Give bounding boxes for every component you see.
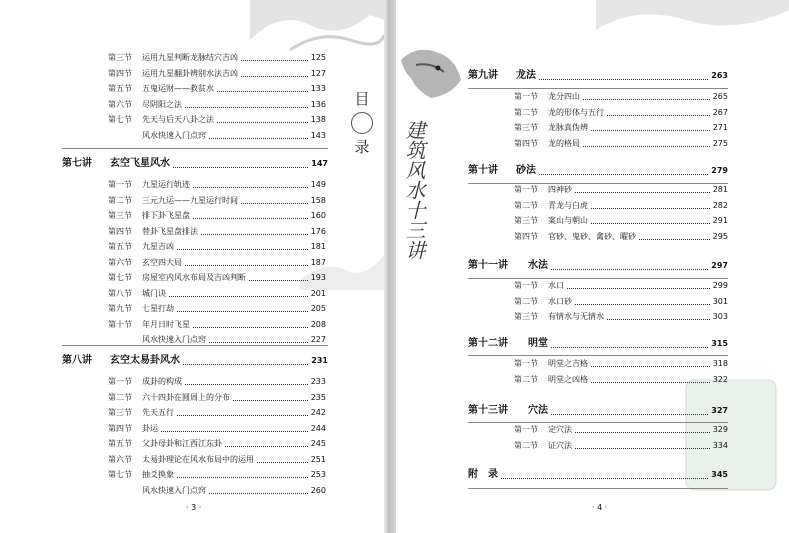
dot-leader — [607, 318, 710, 320]
dot-leader — [257, 461, 308, 463]
page-number: 242 — [310, 408, 326, 417]
page-number-footer: · 4 · — [592, 503, 608, 512]
section-title: 运用九星判断龙脉结穴吉凶 — [142, 53, 238, 62]
page-number: 143 — [310, 130, 326, 140]
toc-entry — [108, 69, 326, 79]
dot-leader — [177, 476, 308, 478]
section-title: 先天与后天八卦之法 — [142, 115, 214, 124]
dot-leader — [501, 477, 708, 479]
dot-leader — [209, 492, 308, 494]
toc-entry — [514, 425, 728, 435]
toc-entry — [108, 335, 326, 345]
toc-entry — [108, 100, 326, 110]
chapter-heading — [468, 260, 728, 272]
section-title: 排下卦飞星盘 — [142, 211, 190, 220]
section-title: 运用九星翻卦辨别水法吉凶 — [142, 68, 238, 78]
dot-leader — [539, 78, 708, 80]
section-title: 年月日时飞星 — [142, 319, 190, 329]
page-number: 201 — [310, 288, 326, 298]
dot-leader — [575, 303, 710, 305]
section-number: 第四节 — [514, 231, 538, 241]
chapter-number: 第十三讲 — [468, 405, 508, 416]
toc-entry — [108, 439, 326, 449]
ink-landscape-decoration — [596, 0, 789, 50]
section-title: 官砂、鬼砂、禽砂、曜砂 — [548, 231, 636, 241]
section-number: 第一节 — [108, 377, 132, 386]
section-number: 第四节 — [108, 226, 132, 236]
section-title: 先天五行 — [142, 408, 174, 417]
dot-leader — [575, 447, 710, 449]
page-number: 265 — [712, 92, 728, 101]
page-number: 275 — [712, 138, 728, 148]
page-number: 297 — [711, 261, 728, 270]
page-number: 315 — [711, 339, 728, 348]
dot-leader — [583, 98, 710, 100]
section-number: 第六节 — [108, 99, 132, 109]
dot-leader — [539, 173, 708, 175]
dot-leader — [233, 399, 308, 401]
toc-entry — [514, 216, 728, 226]
section-number: 第七节 — [108, 273, 132, 282]
dot-leader — [591, 365, 710, 367]
toc-entry — [514, 297, 728, 307]
section-number: 第四节 — [108, 423, 132, 433]
dot-leader — [193, 217, 308, 219]
section-number: 第一节 — [108, 180, 132, 189]
toc-entry — [514, 281, 728, 291]
page-number: 295 — [712, 231, 728, 241]
page-number: 149 — [310, 180, 326, 189]
page-number: 251 — [310, 454, 326, 464]
page-number: 208 — [310, 319, 326, 329]
page-number: 345 — [711, 470, 728, 479]
chapter-title: 明堂 — [528, 338, 548, 349]
section-number: 第三节 — [514, 216, 538, 225]
toc-entry — [108, 131, 326, 141]
dot-leader — [225, 445, 308, 447]
page-number: 271 — [712, 123, 728, 132]
page-number: 205 — [310, 304, 326, 313]
section-title: 明堂之吉格 — [548, 359, 588, 368]
toc-entry — [108, 273, 326, 283]
section-title: 风水快速入门点窍 — [142, 485, 206, 495]
dot-leader — [551, 268, 708, 270]
page-number: 181 — [310, 242, 326, 251]
section-divider — [468, 88, 728, 89]
toc-entry — [108, 211, 326, 221]
page-number: 127 — [310, 68, 326, 78]
page-number: 303 — [712, 312, 728, 321]
toc-entry — [108, 227, 326, 237]
toc-entry — [108, 486, 326, 496]
section-number: 第一节 — [514, 92, 538, 101]
toc-entry — [514, 312, 728, 322]
page-number: 318 — [712, 359, 728, 368]
section-title: 风水快速入门点窍 — [142, 130, 206, 140]
page-number: 245 — [310, 439, 326, 448]
page-number: 267 — [712, 107, 728, 117]
section-number: 第四节 — [514, 138, 538, 148]
chapter-number: 第七讲 — [62, 158, 92, 169]
page-number: 227 — [310, 335, 326, 344]
page-number: 187 — [310, 257, 326, 267]
section-title: 父卦母卦和江西江东卦 — [142, 439, 222, 448]
toc-entry — [108, 242, 326, 252]
section-title: 替卦飞星盘排法 — [142, 226, 198, 236]
page-number: 136 — [310, 99, 326, 109]
section-title: 龙的形体与五行 — [548, 107, 604, 117]
ink-landscape-decoration — [250, 0, 384, 60]
dot-leader — [169, 295, 308, 297]
page-number: 133 — [310, 84, 326, 93]
section-number: 第五节 — [108, 439, 132, 448]
dot-leader — [591, 381, 710, 383]
toc-entry — [514, 232, 728, 242]
chapter-heading — [468, 405, 728, 417]
page-number: 235 — [310, 392, 326, 402]
section-title: 龙的格局 — [548, 138, 580, 148]
page-number: 291 — [712, 216, 728, 225]
chapter-heading — [468, 165, 728, 177]
dot-leader — [173, 166, 308, 168]
dot-leader — [177, 310, 308, 312]
section-number: 第二节 — [514, 296, 538, 306]
dot-leader — [201, 233, 308, 235]
toc-entry — [514, 359, 728, 369]
page-number: 253 — [310, 470, 326, 479]
section-title: 五鬼运财——救贫水 — [142, 84, 214, 93]
dot-leader — [241, 75, 308, 77]
book-vertical-title: 建筑风水十三讲 — [402, 120, 426, 260]
section-title: 水口砂 — [548, 296, 572, 306]
chapter-number: 第十一讲 — [468, 260, 508, 271]
chapter-title: 水法 — [528, 260, 548, 271]
dot-leader — [591, 129, 710, 131]
section-divider — [468, 422, 728, 423]
section-number: 第二节 — [514, 200, 538, 210]
section-title: 证穴法 — [548, 440, 572, 450]
section-number: 第一节 — [514, 425, 538, 434]
toc-entry — [514, 108, 728, 118]
chapter-title: 玄空太易卦风水 — [110, 355, 180, 366]
book-gutter — [384, 0, 396, 533]
section-title: 龙脉真伪辨 — [548, 123, 588, 132]
page-number: 329 — [712, 425, 728, 434]
section-number: 第二节 — [514, 107, 538, 117]
dot-leader — [185, 264, 308, 266]
chapter-number: 第九讲 — [468, 70, 498, 81]
dot-leader — [193, 326, 308, 328]
section-title: 定穴法 — [548, 425, 572, 434]
toc-entry — [108, 320, 326, 330]
section-title: 青龙与白虎 — [548, 200, 588, 210]
chapter-title: 附 录 — [468, 469, 498, 480]
section-title: 房屋室内风水布局及吉凶判断 — [142, 273, 246, 282]
dot-leader — [241, 202, 308, 204]
section-number: 第二节 — [514, 440, 538, 450]
page-number: 138 — [310, 115, 326, 124]
chapter-title: 龙法 — [516, 70, 536, 81]
chapter-heading — [468, 70, 728, 82]
page-number: 176 — [310, 226, 326, 236]
section-number: 第一节 — [514, 185, 538, 194]
chapter-heading — [468, 469, 728, 481]
toc-entry — [514, 375, 728, 385]
section-title: 九星运行轨迹 — [142, 180, 190, 189]
toc-label-bottom: 录 — [354, 138, 370, 156]
chapter-title: 玄空飞星风水 — [110, 158, 170, 169]
dot-leader — [209, 341, 308, 343]
section-number: 第一节 — [514, 281, 538, 290]
section-title: 尽阴阳之法 — [142, 99, 182, 109]
toc-entry — [514, 185, 728, 195]
page-number: 299 — [712, 281, 728, 290]
dot-leader — [185, 106, 308, 108]
toc-entry — [108, 408, 326, 418]
dot-leader — [591, 207, 710, 209]
page-number: 147 — [311, 159, 328, 168]
page-number: 263 — [711, 71, 728, 80]
dot-leader — [551, 346, 708, 348]
chapter-title: 砂法 — [516, 165, 536, 176]
right-page — [396, 0, 789, 533]
dot-leader — [185, 383, 308, 385]
section-title: 水口 — [548, 281, 564, 290]
dot-leader — [567, 287, 710, 289]
toc-label-top: 目 — [354, 90, 370, 108]
toc-entry — [514, 92, 728, 102]
chapter-heading — [62, 355, 328, 367]
dot-leader — [241, 59, 308, 61]
section-number: 第九节 — [108, 304, 132, 313]
section-title: 成卦的构成 — [142, 377, 182, 386]
section-number: 第三节 — [108, 53, 132, 62]
section-divider — [468, 278, 728, 279]
toc-entry — [514, 441, 728, 451]
page-number: 244 — [310, 423, 326, 433]
dot-leader — [591, 222, 710, 224]
dot-leader — [183, 363, 308, 365]
dot-leader — [607, 114, 710, 116]
section-number: 第七节 — [108, 115, 132, 124]
page-number: 301 — [712, 296, 728, 306]
toc-entry — [514, 123, 728, 133]
dot-leader — [217, 90, 308, 92]
section-number: 第二节 — [108, 195, 132, 205]
section-title: 龙分四山 — [548, 92, 580, 101]
section-number: 第五节 — [108, 84, 132, 93]
section-number: 第八节 — [108, 288, 132, 298]
toc-entry — [514, 201, 728, 211]
circle-ornament-icon — [351, 112, 373, 134]
toc-side-label — [350, 88, 374, 158]
section-title: 卦运 — [142, 423, 158, 433]
page-number: 231 — [311, 356, 328, 365]
dot-leader — [193, 186, 308, 188]
section-number: 第七节 — [108, 470, 132, 479]
section-divider — [62, 345, 328, 346]
dot-leader — [583, 145, 710, 147]
section-title: 玄空四大局 — [142, 257, 182, 267]
toc-entry — [108, 377, 326, 387]
page-number: 334 — [712, 440, 728, 450]
toc-entry — [108, 84, 326, 94]
page-number-footer: · 3 · — [186, 503, 202, 512]
page-number: 158 — [310, 195, 326, 205]
toc-entry — [108, 115, 326, 125]
dot-leader — [217, 121, 308, 123]
section-number: 第二节 — [108, 392, 132, 402]
chapter-number: 第十二讲 — [468, 338, 508, 349]
section-divider — [468, 488, 728, 489]
dragon-head-icon — [396, 40, 466, 105]
page-number: 160 — [310, 211, 326, 220]
section-title: 七星打劫 — [142, 304, 174, 313]
dot-leader — [177, 248, 308, 250]
toc-entry — [108, 470, 326, 480]
dot-leader — [161, 430, 308, 432]
chapter-heading — [62, 158, 328, 170]
toc-entry — [108, 455, 326, 465]
section-number: 第四节 — [108, 68, 132, 78]
page-number: 327 — [711, 406, 728, 415]
section-title: 抽爻换象 — [142, 470, 174, 479]
section-title: 三元九运——九星运行时间 — [142, 195, 238, 205]
chapter-number: 第十讲 — [468, 165, 498, 176]
dot-leader — [209, 137, 308, 139]
page-number: 281 — [712, 185, 728, 194]
section-divider — [468, 355, 728, 356]
toc-entry — [108, 304, 326, 314]
section-title: 有情水与无情水 — [548, 312, 604, 321]
section-title: 案山与朝山 — [548, 216, 588, 225]
page-number: 260 — [310, 485, 326, 495]
section-divider — [62, 148, 328, 149]
section-number: 第二节 — [514, 374, 538, 384]
section-title: 风水快速入门点窍 — [142, 335, 206, 344]
section-number: 第三节 — [108, 408, 132, 417]
page-number: 193 — [310, 273, 326, 282]
dot-leader — [639, 238, 710, 240]
chapter-number: 第八讲 — [62, 355, 92, 366]
section-title: 城门诀 — [142, 288, 166, 298]
section-number: 第十节 — [108, 319, 132, 329]
page-number: 233 — [310, 377, 326, 386]
section-divider — [468, 183, 728, 184]
dot-leader — [177, 414, 308, 416]
chapter-title: 穴法 — [528, 405, 548, 416]
dot-leader — [551, 413, 708, 415]
section-number: 第六节 — [108, 454, 132, 464]
page-number: 322 — [712, 374, 728, 384]
toc-entry — [514, 139, 728, 149]
section-title: 六十四卦在圆周上的分布 — [142, 392, 230, 402]
section-number: 第一节 — [514, 359, 538, 368]
toc-entry — [108, 393, 326, 403]
left-page — [0, 0, 384, 533]
toc-entry — [108, 196, 326, 206]
toc-entry — [108, 258, 326, 268]
section-number: 第三节 — [514, 312, 538, 321]
page-number: 279 — [711, 166, 728, 175]
page-number: 125 — [310, 53, 326, 62]
toc-entry — [108, 424, 326, 434]
section-number: 第三节 — [514, 123, 538, 132]
toc-entry — [108, 180, 326, 190]
toc-entry — [108, 53, 326, 63]
dot-leader — [575, 431, 710, 433]
section-title: 太易卦理论在风水布局中的运用 — [142, 454, 254, 464]
dot-leader — [249, 279, 308, 281]
section-title: 四神砂 — [548, 185, 572, 194]
section-title: 九星吉凶 — [142, 242, 174, 251]
section-number: 第三节 — [108, 211, 132, 220]
section-number: 第五节 — [108, 242, 132, 251]
page-number: 282 — [712, 200, 728, 210]
section-number: 第六节 — [108, 257, 132, 267]
chapter-heading — [468, 338, 728, 350]
toc-entry — [108, 289, 326, 299]
section-title: 明堂之凶格 — [548, 374, 588, 384]
dot-leader — [575, 191, 710, 193]
